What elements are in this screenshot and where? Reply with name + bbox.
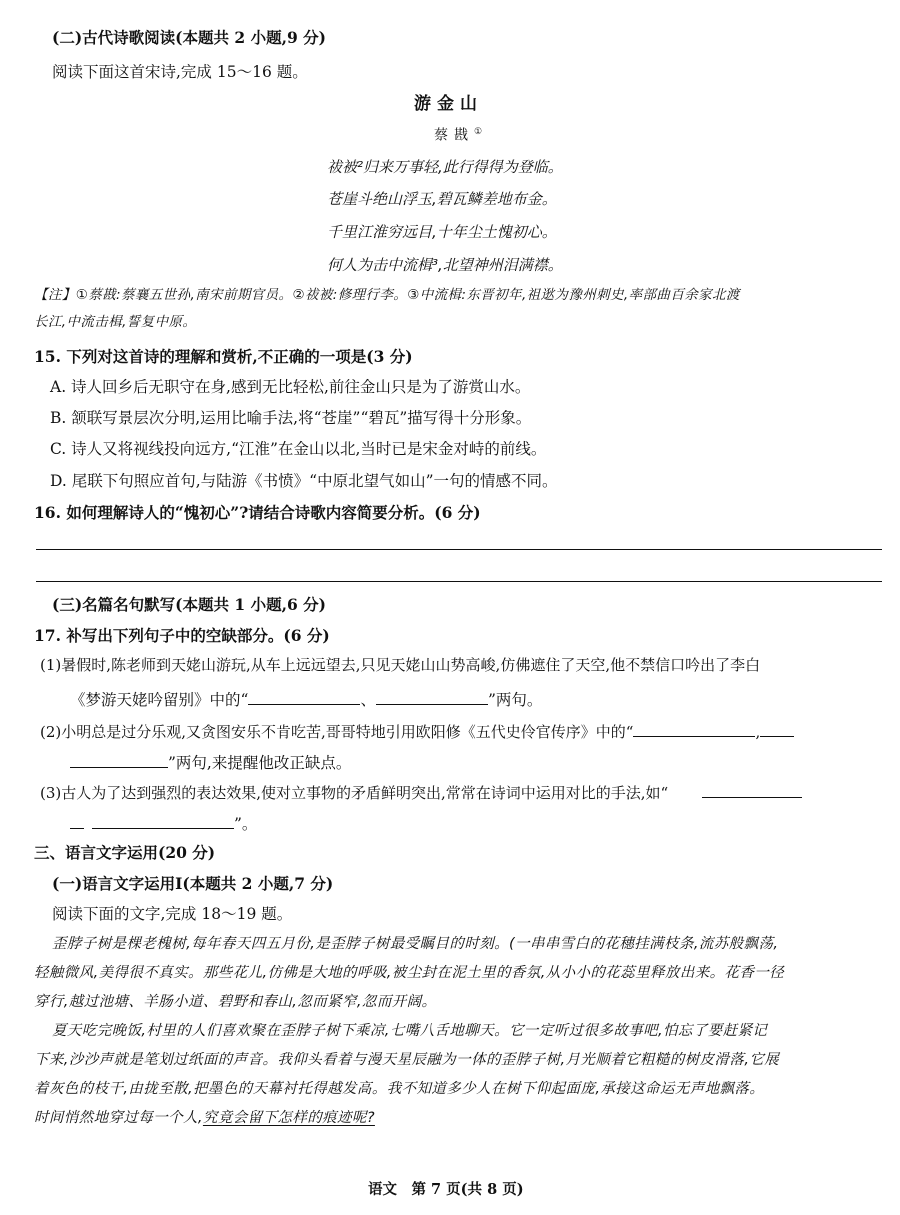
poem-line: 祓被²归来万事轻,此行得得为登临。	[327, 158, 563, 176]
answer-line[interactable]	[36, 581, 882, 582]
fill-blank[interactable]	[70, 814, 84, 829]
poem-author: 蔡戡①	[434, 127, 483, 144]
poem-notes: 【注】①蔡戡:蔡襄五世孙,南宋前期官员。②祓被:修理行李。③中流楫:东晋初年,祖逖为豫州刺史,率部曲百余家北渡	[34, 287, 740, 303]
part-heading: 三、语言文字运用(20 分)	[34, 843, 216, 862]
passage-line: 夏天吃完晚饭,村里的人们喜欢聚在歪脖子树下乘凉,七嘴八舌地聊天。它一定听过很多故事吧,怕忘了要赶紧记	[52, 1023, 768, 1039]
section-heading: (一)语言文字运用Ⅰ(本题共 2 小题,7 分)	[52, 874, 334, 893]
passage-line: 穿行,越过池塘、羊肠小道、碧野和春山,忽而紧窄,忽而开阔。	[34, 994, 437, 1010]
fill-blank[interactable]	[92, 814, 234, 829]
passage-line: 轻触微风,美得很不真实。那些花儿,仿佛是大地的呼吸,被尘封在泥土里的香氛,从小小的花蕊里释放出来。花香一径	[34, 965, 785, 981]
fill-blank[interactable]	[376, 690, 488, 705]
answer-option: D. 尾联下句照应首句,与陆游《书愤》“中原北望气如山”一句的情感不同。	[50, 472, 558, 490]
question-text: ”。	[70, 814, 257, 833]
question-text: (1)暑假时,陈老师到天姥山游玩,从车上远远望去,只见天姥山山势高峻,仿佛遮住了天空,他不禁信口吟出了李白	[40, 656, 761, 674]
question-text: (3)古人为了达到强烈的表达效果,使对立事物的矛盾鲜明突出,常常在诗词中运用对比的手法,如“	[40, 783, 802, 801]
instruction-text: 阅读下面的文字,完成 18～19 题。	[52, 905, 293, 923]
question-text: ”两句,来提醒他改正缺点。	[70, 753, 351, 772]
section-heading: (三)名篇名句默写(本题共 1 小题,6 分)	[52, 595, 326, 614]
answer-option: C. 诗人又将视线投向远方,“江淮”在金山以北,当时已是宋金对峙的前线。	[50, 440, 547, 458]
question-stem: 16. 如何理解诗人的“愧初心”?请结合诗歌内容简要分析。(6 分)	[34, 503, 481, 522]
page-footer: 语文 第 7 页(共 8 页)	[368, 1181, 524, 1198]
underlined-sentence: 究竟会留下怎样的痕迹呢?	[202, 1110, 375, 1126]
poem-line: 何人为击中流楫³,北望神州泪满襟。	[327, 256, 563, 274]
fill-blank[interactable]	[248, 690, 360, 705]
question-stem: 17. 补写出下列句子中的空缺部分。(6 分)	[34, 626, 330, 645]
question-text: 《梦游天姥吟留别》中的“ 、 ”两句。	[70, 691, 543, 709]
fill-blank[interactable]	[760, 722, 794, 737]
instruction-text: 阅读下面这首宋诗,完成 15～16 题。	[52, 63, 308, 81]
passage-line: 时间悄然地穿过每一个人,究竟会留下怎样的痕迹呢?	[34, 1110, 375, 1126]
fill-blank[interactable]	[70, 753, 168, 768]
section-heading: (二)古代诗歌阅读(本题共 2 小题,9 分)	[52, 28, 326, 47]
passage-line: 着灰色的枝干,由拢至散,把墨色的天幕衬托得越发高。我不知道多少人在树下仰起面庞,承接这命运无声地飘落。	[34, 1081, 765, 1097]
poem-title: 游金山	[414, 94, 483, 114]
answer-option: A. 诗人回乡后无职守在身,感到无比轻松,前往金山只是为了游赏山水。	[50, 378, 531, 396]
poem-line: 苍崖斗绝山浮玉,碧瓦鳞差地布金。	[327, 190, 557, 208]
passage-line: 歪脖子树是棵老槐树,每年春天四五月份,是歪脖子树最受瞩目的时刻。(一串串雪白的花穗挂满枝条,流苏般飘荡,	[52, 936, 779, 952]
fill-blank[interactable]	[702, 783, 802, 798]
answer-option: B. 颔联写景层次分明,运用比喻手法,将“苍崖”“碧瓦”描写得十分形象。	[50, 409, 532, 427]
question-text: (2)小明总是过分乐观,又贪图安乐不肯吃苦,哥哥特地引用欧阳修《五代史伶官传序》中的“ ,	[40, 722, 794, 740]
passage-line: 下来,沙沙声就是笔划过纸面的声音。我仰头看着与漫天星辰融为一体的歪脖子树,月光顺着它粗糙的树皮滑落,它展	[34, 1052, 780, 1068]
poem-line: 千里江淮穷远目,十年尘土愧初心。	[327, 223, 557, 241]
poem-notes: 长江,中流击楫,誓复中原。	[34, 314, 197, 330]
question-stem: 15. 下列对这首诗的理解和赏析,不正确的一项是(3 分)	[34, 347, 413, 366]
answer-line[interactable]	[36, 549, 882, 550]
fill-blank[interactable]	[633, 722, 755, 737]
